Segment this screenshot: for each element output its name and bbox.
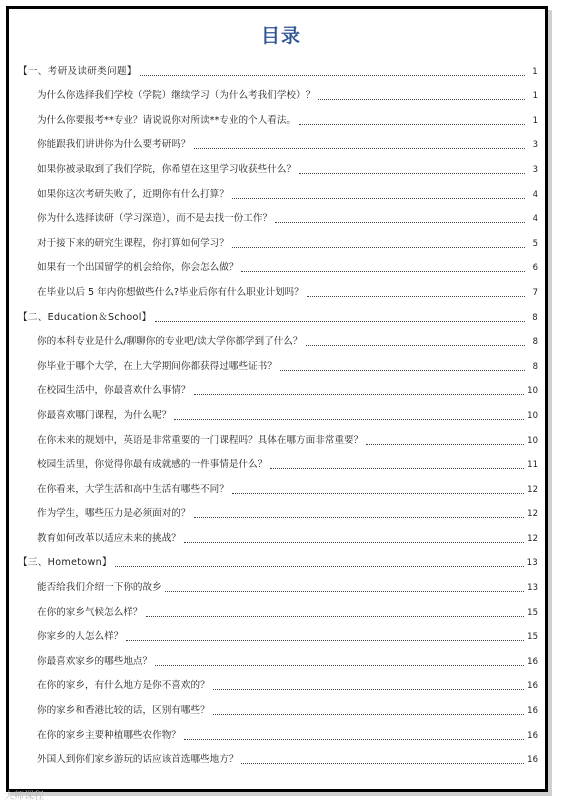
- toc-entry-label: 在你的家乡主要种植哪些农作物？: [37, 729, 181, 741]
- toc-entry-label: 对于接下来的研究生课程，你打算如何学习？: [37, 237, 229, 249]
- toc-entry[interactable]: [18, 351, 538, 376]
- toc-title: 目录: [260, 25, 301, 47]
- toc-entry[interactable]: [18, 376, 538, 401]
- toc-entry-label: 你最喜欢哪门课程，为什么呢？: [37, 409, 172, 421]
- toc-page-number: 7: [532, 287, 538, 298]
- toc-entry[interactable]: [18, 671, 538, 696]
- dot-leader: [270, 467, 524, 469]
- toc-entry[interactable]: [18, 720, 538, 745]
- dot-leader: [155, 664, 524, 666]
- toc-page-number: 15: [527, 632, 538, 643]
- toc-entry-label: 在你看来，大学生活和高中生活有哪些不同？: [37, 483, 229, 495]
- dot-leader: [126, 639, 524, 641]
- toc-page-number: 10: [527, 386, 538, 397]
- dot-leader: [194, 516, 525, 518]
- toc-entry[interactable]: [18, 228, 538, 253]
- toc-entry-label: 如果你被录取到了我们学院，你希望在这里学习收获些什么？: [37, 163, 297, 175]
- toc-page-number: 5: [532, 238, 538, 249]
- toc-entry[interactable]: [18, 81, 538, 106]
- toc-entry-label: 你的本科专业是什么/聊聊你的专业吧/读大学你都学到了什么？: [37, 336, 303, 348]
- toc-page-number: 12: [527, 533, 538, 544]
- dot-leader: [280, 369, 525, 371]
- watermark: 大师课程: [4, 791, 44, 802]
- dot-leader: [140, 74, 525, 76]
- dot-leader: [241, 762, 524, 764]
- dot-leader: [194, 147, 526, 149]
- dot-leader: [213, 688, 524, 690]
- toc-entry[interactable]: [18, 400, 538, 425]
- toc-entry-label: 能否给我们介绍一下你的故乡: [37, 582, 162, 594]
- toc-section-heading[interactable]: [18, 56, 538, 81]
- toc-entry-label: 你的家乡和香港比较的话，区别有哪些？: [37, 705, 210, 717]
- toc-page-number: 8: [532, 337, 538, 348]
- toc-entry[interactable]: [18, 597, 538, 622]
- toc-entry-label: 外国人到你们家乡游玩的话应该首选哪些地方？: [37, 754, 239, 766]
- toc-page-number: 8: [532, 312, 538, 323]
- toc-entry[interactable]: [18, 105, 538, 130]
- toc-page-number: 12: [527, 509, 538, 520]
- toc-entry-label: 为什么你选择我们学校（学院）继续学习（为什么考我们学校）？: [37, 90, 316, 102]
- dot-leader: [307, 295, 525, 297]
- dot-leader: [232, 246, 525, 248]
- dot-leader: [232, 492, 524, 494]
- toc-entry-label: 教育如何改革以适应未来的挑战？: [37, 532, 181, 544]
- table-of-contents: [18, 56, 538, 769]
- toc-entry-label: 你为什么选择读研（学习深造），而不是去找一份工作？: [37, 213, 273, 225]
- toc-page-number: 6: [532, 263, 538, 274]
- toc-page-number: 13: [527, 583, 538, 594]
- toc-page-number: 8: [532, 361, 538, 372]
- toc-entry-label: 在你未来的规划中，英语是非常重要的一门课程吗？具体在哪方面非常重要？: [37, 434, 364, 446]
- dot-leader: [184, 541, 524, 543]
- toc-page-number: 16: [527, 681, 538, 692]
- dot-leader: [213, 713, 524, 715]
- toc-entry-label: 你能跟我们讲讲你为什么要考研吗？: [37, 139, 191, 151]
- toc-entry[interactable]: [18, 474, 538, 499]
- toc-page-number: 1: [532, 91, 538, 102]
- toc-entry[interactable]: [18, 204, 538, 229]
- toc-section-label: 【一、考研及读研类问题】: [18, 65, 137, 77]
- toc-page-number: 1: [532, 115, 538, 126]
- dot-leader: [241, 270, 525, 272]
- toc-page-number: 4: [532, 189, 538, 200]
- toc-page-number: 16: [527, 755, 538, 766]
- toc-page-number: 11: [527, 460, 538, 471]
- toc-entry[interactable]: [18, 425, 538, 450]
- toc-section-label: 【三、Hometown】: [18, 557, 112, 569]
- toc-entry[interactable]: [18, 450, 538, 475]
- toc-section-label: 【二、Education＆School】: [18, 311, 152, 323]
- toc-page-number: 10: [527, 435, 538, 446]
- toc-page-number: 3: [532, 140, 538, 151]
- toc-entry-label: 校园生活里，你觉得你最有成就感的一件事情是什么？: [37, 459, 268, 471]
- toc-entry-label: 在毕业以后 5 年内你想做些什么?毕业后你有什么职业计划吗？: [37, 286, 304, 298]
- dot-leader: [306, 344, 526, 346]
- dot-leader: [165, 590, 524, 592]
- toc-page-number: 16: [527, 706, 538, 717]
- toc-entry-label: 你家乡的人怎么样？: [37, 631, 124, 643]
- toc-entry-label: 如果你这次考研失败了，近期你有什么打算？: [37, 188, 229, 200]
- toc-entry[interactable]: [18, 572, 538, 597]
- toc-page-number: 13: [526, 558, 538, 569]
- toc-page-number: 4: [532, 214, 538, 225]
- toc-page-number: 12: [527, 484, 538, 495]
- toc-entry-label: 在校园生活中，你最喜欢什么事情？: [37, 385, 191, 397]
- toc-entry[interactable]: [18, 130, 538, 155]
- toc-entry[interactable]: [18, 523, 538, 548]
- dot-leader: [184, 738, 524, 740]
- dot-leader: [275, 221, 525, 223]
- toc-page-number: 16: [527, 656, 538, 667]
- dot-leader: [146, 615, 525, 617]
- toc-page-number: 10: [527, 410, 538, 421]
- toc-page-number: 15: [527, 607, 538, 618]
- toc-entry[interactable]: [18, 327, 538, 352]
- toc-entry[interactable]: [18, 154, 538, 179]
- toc-entry[interactable]: [18, 277, 538, 302]
- toc-entry[interactable]: [18, 253, 538, 278]
- toc-page-number: 3: [532, 164, 538, 175]
- dot-leader: [299, 172, 525, 174]
- toc-entry-label: 你毕业于哪个大学，在上大学期间你都获得过哪些证书？: [37, 360, 277, 372]
- toc-entry-label: 为什么你要报考**专业？请说说你对所读**专业的个人看法。: [37, 114, 297, 126]
- toc-entry-label: 如果有一个出国留学的机会给你，你会怎么做？: [37, 262, 239, 274]
- toc-entry-label: 你最喜欢家乡的哪些地点？: [37, 655, 153, 667]
- dot-leader: [299, 123, 525, 125]
- dot-leader: [174, 418, 524, 420]
- dot-leader: [232, 197, 525, 199]
- toc-page-number: 1: [532, 66, 538, 77]
- toc-entry[interactable]: [18, 179, 538, 204]
- dot-leader: [194, 393, 525, 395]
- dot-leader: [366, 443, 524, 445]
- toc-entry-label: 在你的家乡，有什么地方是你不喜欢的？: [37, 680, 210, 692]
- toc-entry[interactable]: [18, 695, 538, 720]
- toc-entry[interactable]: [18, 646, 538, 671]
- dot-leader: [155, 320, 525, 322]
- toc-page-number: 16: [527, 730, 538, 741]
- dot-leader: [115, 565, 524, 567]
- toc-section-heading[interactable]: [18, 548, 538, 573]
- dot-leader: [318, 98, 525, 100]
- toc-entry[interactable]: [18, 622, 538, 647]
- toc-entry-label: 在你的家乡气候怎么样？: [37, 606, 143, 618]
- toc-section-heading[interactable]: [18, 302, 538, 327]
- toc-entry[interactable]: [18, 745, 538, 770]
- toc-entry-label: 作为学生，哪些压力是必须面对的？: [37, 508, 191, 520]
- toc-entry[interactable]: [18, 499, 538, 524]
